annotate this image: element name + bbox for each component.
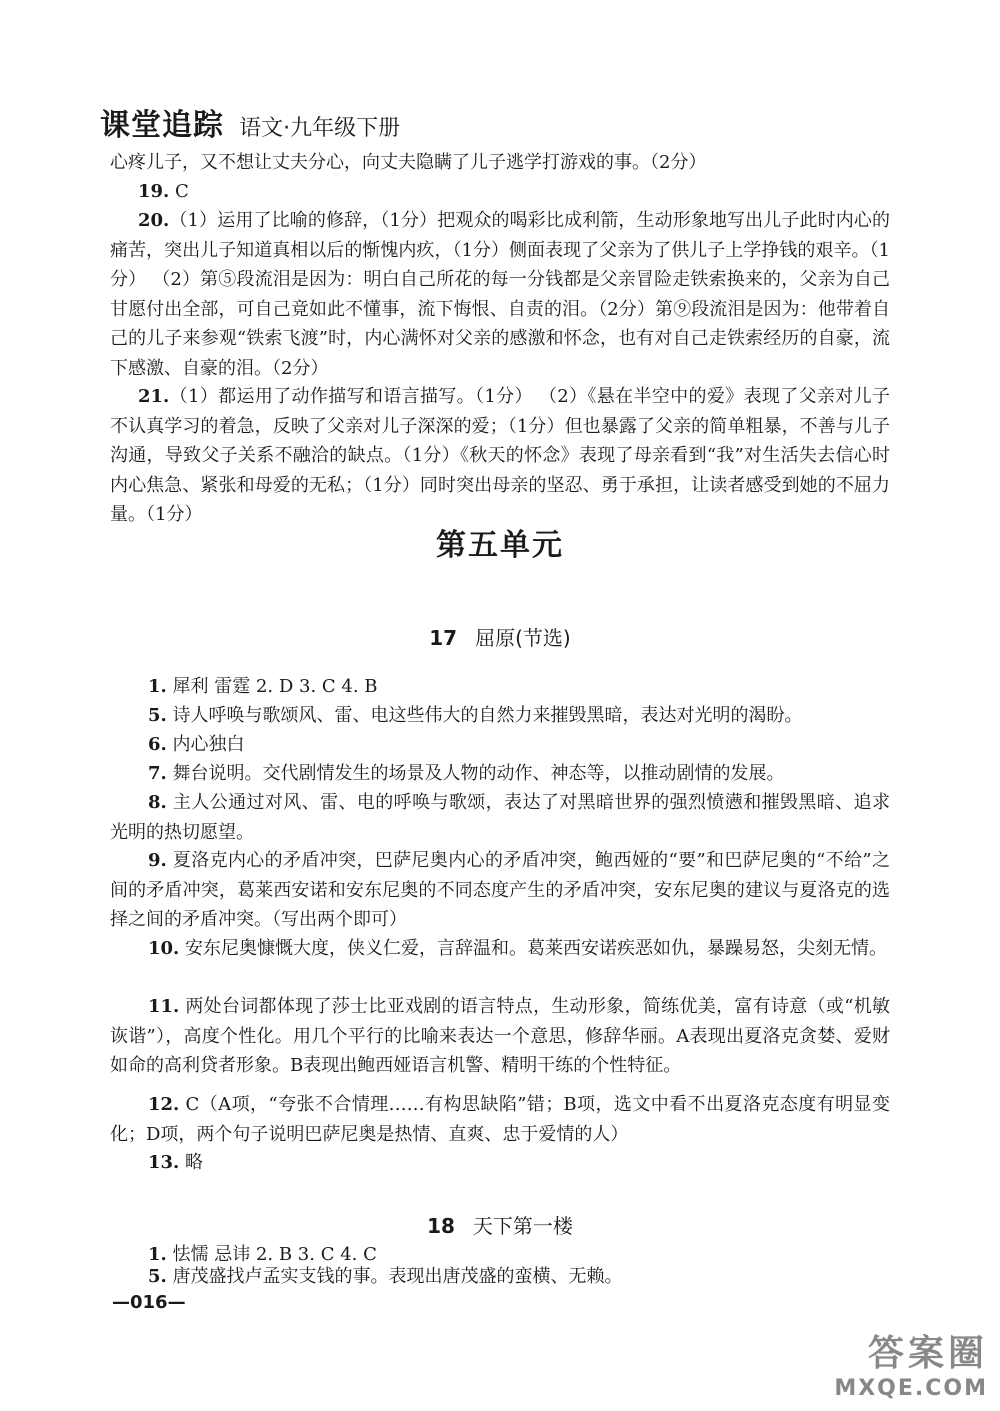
lesson17-item-6: 6. 内心独白	[148, 734, 245, 755]
lesson17-item-11: 11. 两处台词都体现了莎士比亚戏剧的语言特点，生动形象，简练优美，富有诗意（或“机敏诙谐”），高度个性化。用几个平行的比喻来表达一个意思，修辞华丽。A表现出夏洛克贪婪、爱财如命的高利贷者形象。B表现出鲍西娅语言机警、精明干练的个性特征。	[110, 996, 890, 1076]
lesson17-item-12: 12. C（A项，“夸张不合情理……有构思缺陷”错；B项，选文中看不出夏洛克态度有明显变化；D项，两个句子说明巴萨尼奥是热情、直爽、忠于爱情的人）	[110, 1094, 890, 1145]
lesson17-item-8: 8. 主人公通过对风、雷、电的呼唤与歌颂，表达了对黑暗世界的强烈愤懑和摧毁黑暗、追求光明的热切愿望。	[110, 792, 890, 843]
answer-19: 19. C	[138, 181, 189, 202]
answer-21: 21.（1）都运用了动作描写和语言描写。（1分） （2）《悬在半空中的爱》表现了父亲对儿子不认真学习的着急，反映了父亲对儿子深深的爱；（1分）但也暴露了父亲的简单粗暴，不善与儿子沟通，导致父子关系不融洽的缺点。（1分）《秋天的怀念》表现了母亲看到“我”对生活失去信心时内心焦急、紧张和母爱的无私；（1分）同时突出母亲的坚忍、勇于承担，让读者感受到她的不屈力量。（1分）	[110, 386, 890, 525]
watermark-logo: 答案圈	[867, 1333, 988, 1374]
lesson17-item-13: 13. 略	[148, 1152, 204, 1173]
subject-label: 语文·九年级下册	[239, 116, 401, 141]
watermark	[834, 1325, 988, 1401]
series-logo: 课堂追踪	[100, 108, 224, 143]
watermark-url: MXQE.COM	[834, 1376, 988, 1401]
lesson18-item-5: 5. 唐茂盛找卢孟实支钱的事。表现出唐茂盛的蛮横、无赖。	[148, 1266, 623, 1287]
lesson-title-17: 17 屈原(节选)	[429, 626, 571, 650]
unit-title: 第五单元	[436, 528, 564, 563]
lesson17-item-10: 10. 安东尼奥慷慨大度，侠义仁爱，言辞温和。葛莱西安诺疾恶如仇，暴躁易怒，尖刻无情。	[148, 938, 888, 959]
lesson-title-18: 18 天下第一楼	[427, 1214, 573, 1238]
lesson17-item-5: 5. 诗人呼唤与歌颂风、雷、电这些伟大的自然力来摧毁黑暗，表达对光明的渴盼。	[148, 705, 803, 726]
lesson18-item-1: 1. 怯懦 忌讳 2. B 3. C 4. C	[148, 1244, 377, 1265]
lesson17-item-9: 9. 夏洛克内心的矛盾冲突，巴萨尼奥内心的矛盾冲突，鲍西娅的“要”和巴萨尼奥的“不给”之间的矛盾冲突，葛莱西安诺和安东尼奥的不同态度产生的矛盾冲突，安东尼奥的建议与夏洛克的选择之间的矛盾冲突。（写出两个即可）	[110, 850, 890, 930]
paragraph-continuation: 心疼儿子，又不想让丈夫分心，向丈夫隐瞒了儿子逃学打游戏的事。（2分）	[110, 152, 707, 173]
header	[100, 100, 401, 143]
answer-20: 20.（1）运用了比喻的修辞，（1分）把观众的喝彩比成利箭，生动形象地写出儿子此时内心的痛苦，突出儿子知道真相以后的惭愧内疚，（1分）侧面表现了父亲为了供儿子上学挣钱的艰辛。（1分） （2）第⑤段流泪是因为：明白自己所花的每一分钱都是父亲冒险走铁索换来的，父亲为自己甘愿付出全部，可自己竟如此不懂事，流下悔恨、自责的泪。（2分）第⑨段流泪是因为：他带着自己的儿子来参观“铁索飞渡”时，内心满怀对父亲的感激和怀念，也有对自己走铁索经历的自豪，流下感激、自豪的泪。（2分）	[110, 210, 890, 379]
lesson17-item-7: 7. 舞台说明。交代剧情发生的场景及人物的动作、神态等，以推动剧情的发展。	[148, 763, 785, 784]
page-number: —016—	[112, 1292, 186, 1313]
lesson17-item-1: 1. 犀利 雷霆 2. D 3. C 4. B	[148, 676, 378, 697]
